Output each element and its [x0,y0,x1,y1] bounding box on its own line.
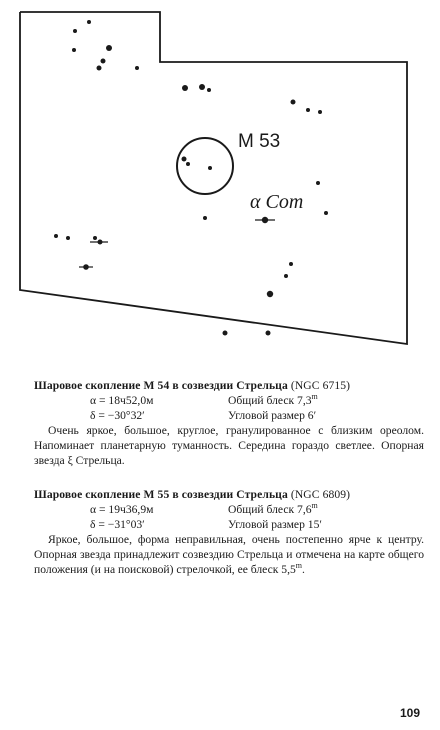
star [101,59,106,64]
star [208,166,212,170]
description: Очень яркое, большое, круглое, гранулированное с близким ореолом. Напоминает планетарную туманность. Середина гораздо светлее. Опорная звезда ξ Стрельца. [34,424,424,467]
star [135,66,139,70]
star [66,236,70,240]
star-chart [0,0,440,360]
star [284,274,288,278]
section-title: Шаровое скопление М 54 в созвездии Стрельца [34,379,288,392]
section-m55 [34,487,424,577]
right-ascension: α = 19ч36,9м [90,503,154,516]
description: Яркое, большое, форма неправильная, очень постепенно ярче к центру. Опорная звезда принадлежит созвездию Стрельца и отмечена на карте общего положения (и на поисковой) стрелочкой, ее блеск 5,5$^m$. [34,533,424,576]
angular-size: Угловой размер 15′ [228,518,322,531]
star [106,45,112,51]
star-markers [79,220,275,267]
magnitude-unit: m [311,392,318,402]
chart-stars [54,20,328,336]
m53-circle [177,138,233,194]
star [203,216,207,220]
magnitude-unit: m [311,501,318,511]
star [73,29,77,33]
star [223,331,228,336]
magnitude-label: Общий блеск [228,394,295,407]
star [306,108,310,112]
star [289,262,293,266]
star [207,88,211,92]
star [266,331,271,336]
ngc-number: (NGC 6715) [290,379,351,392]
star [291,100,296,105]
magnitude-label: Общий блеск [228,503,295,516]
star [182,85,188,91]
star [324,211,328,215]
star [318,110,322,114]
angular-size: Угловой размер 6′ [228,409,317,422]
magnitude-value: 7,6 [297,503,312,516]
m53-label: M 53 [238,131,281,152]
star [87,20,91,24]
alpha-com-label: α Com [250,191,304,213]
declination: δ = −31°03′ [90,518,145,531]
magnitude-value: 7,3 [297,394,312,407]
star [97,66,102,71]
star [72,48,76,52]
ngc-number: (NGC 6809) [290,488,351,501]
declination: δ = −30°32′ [90,409,145,422]
star [93,236,97,240]
section-m54 [34,378,424,468]
star [316,181,320,185]
section-title: Шаровое скопление М 55 в созвездии Стрельца [34,488,288,501]
star [199,84,205,90]
star [267,291,273,297]
star [54,234,58,238]
star [182,157,187,162]
right-ascension: α = 18ч52,0м [90,394,154,407]
chart-border [20,12,407,344]
star [186,162,190,166]
page-number: 109 [400,706,421,720]
